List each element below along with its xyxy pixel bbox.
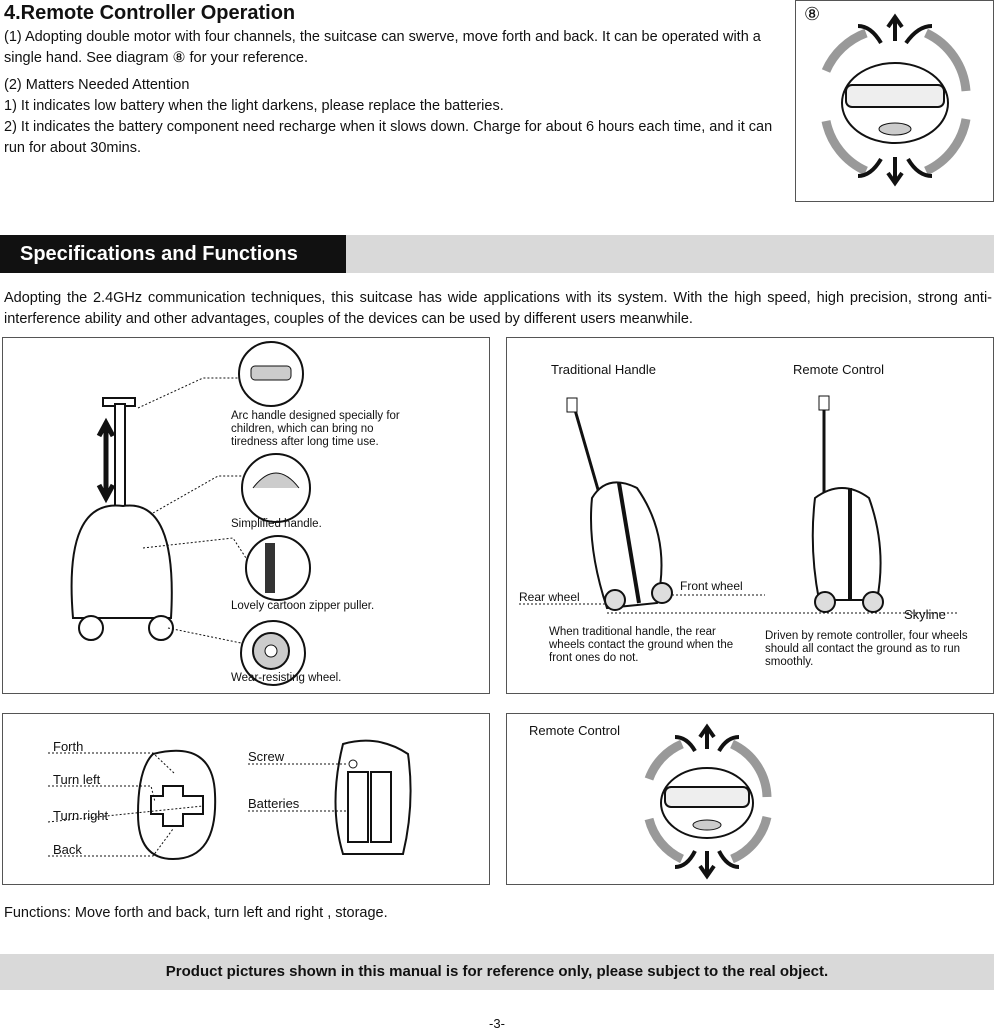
arc-handle-label: Arc handle designed specially for children, which can bring no tiredness after long time use. <box>231 410 400 448</box>
para-2-heading: (2) Matters Needed Attention <box>4 77 190 93</box>
section-title: 4.Remote Controller Operation <box>4 2 296 24</box>
suitcase-rotation-icon <box>796 1 993 201</box>
turn-left-label: Turn left <box>53 772 101 787</box>
skyline-label: Skyline <box>904 607 946 622</box>
diagram-8-box <box>795 0 994 202</box>
remote-control-box <box>506 713 994 885</box>
traditional-desc: When traditional handle, the rear wheels contact the ground when the front ones do not. <box>549 626 734 664</box>
forth-label: Forth <box>53 739 84 754</box>
front-wheel-label: Front wheel <box>680 579 743 593</box>
specs-intro: Adopting the 2.4GHz communication techniques, this suitcase has wide applications with its system. With the high speed, high precision, strong anti-interference ability and other advantages, couples of the devices can be used by different users meanwhile. <box>4 290 992 327</box>
remote-panel-title: Remote Control <box>529 723 621 738</box>
specs-banner-title: Specifications and Functions <box>0 235 346 273</box>
para-1: (1) Adopting double motor with four channels, the suitcase can swerve, move forth and back. It can be operated with a single hand. See diagram ⑧ for your reference. <box>4 29 761 66</box>
suitcase-features-drawing <box>3 338 489 693</box>
page-number: -3- <box>489 1016 505 1031</box>
features-box <box>2 337 490 694</box>
wheel-label: Wear-resisting wheel. <box>231 672 342 684</box>
screw-label: Screw <box>248 749 285 764</box>
controller-box <box>2 713 490 885</box>
traditional-handle-title: Traditional Handle <box>551 362 657 377</box>
back-label: Back <box>53 842 82 857</box>
zipper-label: Lovely cartoon zipper puller. <box>231 600 375 612</box>
remote-rotation-icon <box>627 719 787 881</box>
footer-note: Product pictures shown in this manual is for reference only, please subject to the real object. <box>0 954 994 990</box>
batteries-label: Batteries <box>248 796 300 811</box>
rear-wheel-label: Rear wheel <box>519 590 580 604</box>
specs-banner <box>0 235 994 273</box>
comparison-box <box>506 337 994 694</box>
remote-control-title: Remote Control <box>793 362 885 377</box>
attention-item-1: 1) It indicates low battery when the light darkens, please replace the batteries. <box>4 98 504 114</box>
attention-item-2: 2) It indicates the battery component need recharge when it slows down. Charge for about 6 hours each time, and it can run for about 30mins. <box>4 119 773 156</box>
functions-text: Functions: Move forth and back, turn left and right , storage. <box>4 905 388 921</box>
simplified-handle-label: Simplified handle. <box>231 518 322 530</box>
remote-desc: Driven by remote controller, four wheels should all contact the ground as to run smoothly. <box>765 630 968 668</box>
turn-right-label: Turn right <box>53 808 109 823</box>
diagram-number: ⑧ <box>804 4 821 24</box>
